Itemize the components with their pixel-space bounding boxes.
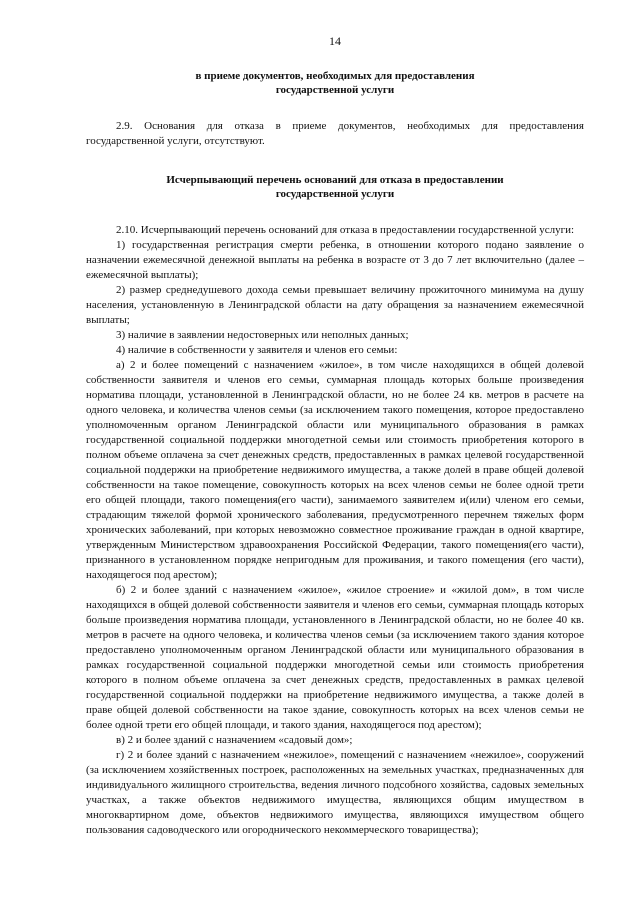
section-heading-document-acceptance	[86, 69, 584, 97]
list-item-4: 4) наличие в собственности у заявителя и членов его семьи:	[116, 344, 398, 356]
sub-item-b: б) 2 и более зданий с назначением «жилое», «жилое строение» и «жилой дом», в том числе находящихся в общей долевой собственности заявителя и членов его семьи, суммарная площадь которых больше произведения норматива площади, установленного в Ленинградской области, но не более 40 кв. метров в расчете на одного человека, и количества членов семьи (за исключением такого здания которое предоставлено уполномоченным органом Ленинградской области или муниципального образования в рамках государственной социальной поддержки многодетной семьи или стоимость приобретения которого в полном объеме оплачена за счет денежных средств, предоставленных в рамках целевой государственной социальной поддержки на приобретение недвижимого имущества, а также долей в праве общей долевой собственности на такое здание, совокупность которых на всех членов семьи не более одной трети его общей площади, и такого здания, находящегося под арестом);	[86, 584, 584, 731]
heading-line: государственной услуги	[275, 84, 395, 96]
list-item-1: 1) государственная регистрация смерти ребенка, в отношении которого подано заявление о назначении ежемесячной денежной выплаты на ребенка в возрасте от 3 до 7 лет включительно (далее – ежемесячной выплаты);	[86, 239, 584, 281]
list-item-3: 3) наличие в заявлении недостоверных или неполных данных;	[116, 329, 409, 341]
paragraph-2-10: 2.10. Исчерпывающий перечень оснований для отказа в предоставлении государственной услуги:	[116, 224, 575, 236]
sub-item-a: а) 2 и более помещений с назначением «жилое», в том числе находящихся в общей долевой собственности заявителя и членов его семьи, суммарная площадь которых больше произведения норматива площади, установленной в Ленинградской области, но не более 24 кв. метров в расчете на одного человека, и количества членов семьи (за исключением такого помещения, которое предоставлено уполномоченным органом Ленинградской области или муниципального образования в рамках государственной социальной поддержки многодетной семьи или стоимость приобретения которого в полном объеме оплачена за счет денежных средств, предоставленных в рамках целевой государственной социальной поддержки на приобретение недвижимого имущества, а также долей в праве общей долевой собственности на такое помещение, совокупность которых на всех членов семьи не более одной трети его общей площади, такого помещения(его части), занимаемого заявителем и(или) членом его семьи, страдающим тяжелой формой хронического заболевания, предусмотренного перечнем тяжелых форм хронических заболеваний, при которых невозможно совместное проживание граждан в одной квартире, утвержденным Министерством здравоохранения Российской Федерации, такого помещения(его части), признанного в установленном порядке непригодным для проживания, и такого помещения (его части), находящегося под арестом);	[86, 359, 584, 581]
heading-line: Исчерпывающий перечень оснований для отказа в предоставлении	[166, 174, 504, 186]
heading-line: в приеме документов, необходимых для предоставления	[195, 70, 475, 82]
section-heading-refusal-grounds	[86, 173, 584, 201]
heading-line: государственной услуги	[275, 188, 395, 200]
list-item-2: 2) размер среднедушевого дохода семьи превышает величину прожиточного минимума на душу населения, установленную в Ленинградской области на дату обращения за назначением ежемесячной выплаты;	[86, 284, 584, 326]
sub-item-v: в) 2 и более зданий с назначением «садовый дом»;	[116, 734, 353, 746]
page-number: 14	[329, 34, 341, 48]
sub-item-g: г) 2 и более зданий с назначением «нежилое», помещений с назначением «нежилое», сооружений (за исключением хозяйственных построек, расположенных на земельных участках, предназначенных для индивидуального жилищного строительства, ведения личного подсобного хозяйства, садовых земельных участках, а также объектов недвижимого имущества, являющихся общим имуществом в многоквартирном доме, объектов недвижимого имущества, являющихся имуществом общего пользования садоводческого или огороднического некоммерческого товарищества);	[86, 749, 584, 836]
paragraph-2-9: 2.9. Основания для отказа в приеме документов, необходимых для предоставления государственной услуги, отсутствуют.	[86, 120, 584, 147]
